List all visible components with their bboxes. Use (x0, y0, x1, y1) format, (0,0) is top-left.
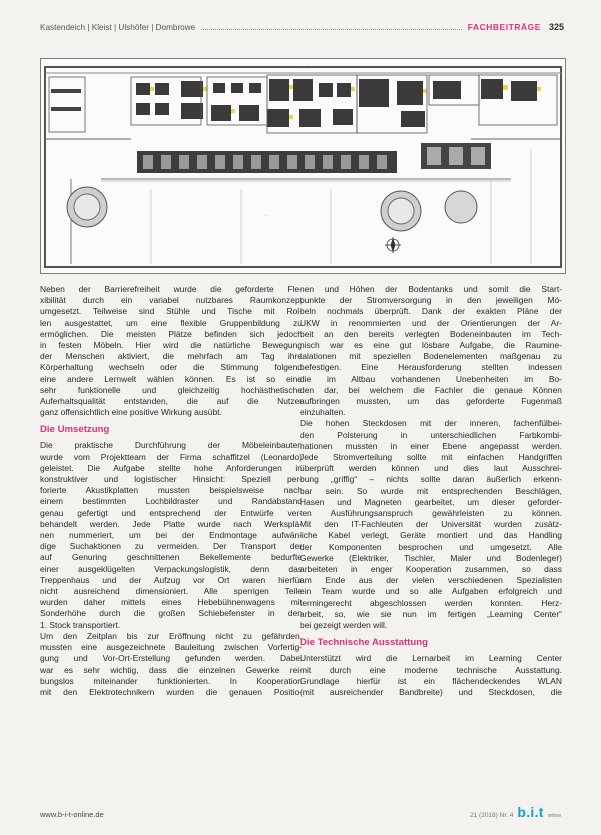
text-line: (mit ausreichender Bandbreite) und Steckdosen, die (300, 686, 562, 697)
text-line: UKW in renommierten und der Orientierungen der Ar- (300, 317, 562, 328)
text-line: bar sein. So wurde mit entsprechenden Beschlägen, (300, 485, 562, 496)
text-line: am Ende aus der vielen verschiedenen Spezialisten (300, 575, 562, 586)
text-line: Unterstützt wird die Lernarbeit im Learning Center (300, 653, 562, 664)
text-line: talationen mit speziellen Bodenelementen maßgenau zu (300, 351, 562, 362)
text-line: sehr funktionelle und gleichzeitig hochästhetische (40, 384, 302, 395)
text-line: den dar, bei welchem die Fachler die genaue Können (300, 384, 562, 395)
bit-online-logo (517, 804, 543, 820)
footer-website-url: www.b-i-t-online.de (40, 810, 104, 819)
text-line: termingerecht abgeschlossen werden konnten. Herz- (300, 597, 562, 608)
text-line: wurde vom Projektteam der Firma schaffitzel (Leonardo) (40, 451, 302, 462)
text-line: bei gezeigt werden will. (300, 620, 388, 631)
page-number: 325 (548, 22, 564, 32)
text-line: aufbringen mussten, um das geforderte Fugenmaß (300, 396, 562, 407)
issue-info: 21 (2018) Nr. 4 (470, 812, 514, 819)
text-line: Um den Zeitplan bis zur Eröffnung nicht zu gefährden, (40, 630, 302, 641)
text-line: Mit den IT-Fachleuten der Universität wurden zusätz- (300, 519, 562, 530)
paragraph-umsetzung (40, 440, 302, 698)
text-line: nen und Höhen der Bodentanks und somit die Start- (300, 284, 562, 294)
text-line: genau gefertigt und entsprechend der Entwürfe ver- (40, 507, 302, 518)
text-line: auf Genuring geschnittenen Bekellemente bedurfte (40, 552, 302, 563)
text-line: ermöglichen. Die meisten Plätze befinden sich jedoch (40, 328, 302, 339)
text-line: nisch war es eine gut lösbare Aufgabe, die Raumine- (300, 340, 562, 351)
text-line: befestigen. Eine Herausforderung stellten indessen (300, 362, 562, 373)
floor-plan-drawing (41, 59, 565, 273)
text-line: Neben der Barrierefreiheit wurde die geforderte Fle- (40, 284, 302, 294)
text-line: Die hohen Steckdosen mit der inneren, fachenfülbei- (300, 418, 562, 429)
text-line: Hasen und Magneten gearbeitet, um dieser geforder- (300, 496, 562, 507)
text-line: beln nochmals überprüft. Dank der exakten Pläne der (300, 306, 562, 317)
header-rule (201, 29, 462, 30)
text-line: mit durch eine moderne technische Ausstattung. (300, 664, 562, 675)
text-line: bungslos miteinander funktionierten. In Kooperation (40, 675, 302, 686)
text-line: liche Kabel verlegt, Geräte montiert und das Handling (300, 530, 562, 541)
text-line: den Polsterung in unterschiedlichen Farbkombi- (300, 429, 562, 440)
text-line: in festen Möbeln. Hier wird die natürliche Bewegung (40, 340, 302, 351)
text-line: Sonderhöhe durch die großen Schiebefenster in den (40, 608, 302, 619)
text-line: überprüft werden können und dies laut Ausschrei- (300, 463, 562, 474)
header-authors: Kastendeich | Kleist | Ulshöfer | Dombrowe (40, 22, 196, 32)
footer-branding (470, 804, 561, 820)
text-line: wurden daher mittels eines Hebebühnenwagens mit (40, 597, 302, 608)
text-line: xibilität durch ein variabel nutzbares Raumkonzept (40, 295, 302, 306)
text-line: Auferhaltsqualität entstanden, die auf die Nutzer (40, 396, 302, 407)
left-column (40, 284, 302, 698)
text-line: einzuhalten. (300, 407, 346, 418)
text-line: war es sehr wichtig, dass die einzelnen Gewerke rei- (40, 664, 302, 675)
header-section: FACHBEITRÄGE (467, 22, 541, 32)
paragraph-flexibility (40, 284, 302, 418)
section-heading-technik: Die Technische Ausstattung (300, 637, 428, 649)
text-line: behandelt werden. Jede Platte wurde nach Werksplä- (40, 518, 302, 529)
text-line: punkte der Stromversorgung in den jeweiligen Mö- (300, 295, 562, 306)
text-line: einer ausgeklügelten Verpackungslogistik, denn das (40, 563, 302, 574)
text-line: die im Altbau vorhandenen Unebenheiten im Bo- (300, 373, 562, 384)
paragraph-bodentanks (300, 284, 562, 418)
text-line: ten Ausführungsanspruch gewährleisten zu können. (300, 508, 562, 519)
text-line: Grundlage hierfür ist ein flächendeckendes WLAN (300, 675, 562, 686)
text-line: der Komponenten besprochen und umgesetzt. Alle (300, 541, 562, 552)
text-line: beit an den bereits verlegten Bodeneinbauten im Tech- (300, 328, 562, 339)
text-line: Körperhaltung wechseln oder die Stimmung folgend (40, 362, 302, 373)
text-line: Die praktische Durchführung der Möbeleinbauten (40, 440, 302, 451)
logo-subtext: online (547, 813, 562, 819)
text-line: ganz offensichtlich eine positive Wirkung ausübt. (40, 407, 222, 418)
text-line: nicht ausreichend dimensioniert. Alle sperrigen Teile (40, 586, 302, 597)
section-heading-umsetzung: Die Umsetzung (40, 424, 110, 436)
text-line: forierte Akustikplatten mussten beispielsweise nach (40, 485, 302, 496)
running-header (40, 19, 564, 35)
text-line: Jede Stromverteilung sollte mit einfachen Handgriffen (300, 452, 562, 463)
paragraph-technik (300, 653, 562, 698)
svg-text:· · ·: · · · (303, 66, 310, 71)
paragraph-steckdosen (300, 418, 562, 631)
text-line: eine andere Lernwelt wählen können. Es ist so eine (40, 373, 302, 384)
text-line: konstruktiver und logistischer Hinsicht: Speziell per- (40, 474, 302, 485)
text-line: nationen mussten in einer Ebene angepasst werden. (300, 440, 562, 451)
text-line: umgesetzt. Teilweise sind Stühle und Tische mit Rol- (40, 306, 302, 317)
text-line: 1. Stock transportiert. (40, 619, 121, 630)
text-line: Gewerke (Elektriker, Tischler, Maler und Bodenleger) (300, 552, 562, 563)
text-line: bung „griffig“ – nichts sollte daran äußerlich erkenn- (300, 474, 562, 485)
right-column (300, 284, 562, 698)
text-line: mussten eine ausgezeichnete Bauleitung zwischen Vorfertig- (40, 642, 302, 653)
text-line: len ausgestattet, um eine flexible Gruppenbildung zu (40, 317, 302, 328)
floor-plan-figure (40, 58, 566, 274)
text-line: arbeiteten in enger Kooperation zusammen, so dass (300, 564, 562, 575)
svg-text:· · · ·: · · · · (261, 213, 270, 218)
text-line: gung und Vor-Ort-Erstellung gefunden werden. Dabei (40, 653, 302, 664)
text-line: arbeit, so, wie sie nun im fertigen „Learning Center“ (300, 608, 562, 619)
logo-text: b.i.t (517, 804, 544, 820)
text-line: dige Suchaktionen zu vermeiden. Der Transport der (40, 541, 302, 552)
text-line: der Menschen aktiviert, die mehrfach am Tag ihre (40, 351, 302, 362)
text-line: nen nummeriert, um bei der Endmontage aufwän- (40, 530, 302, 541)
text-line: Treppenhaus und der Aufzug vor Ort waren hierfür (40, 574, 302, 585)
text-line: ein Team wurde und so alle Aufgaben erfolgreich und (300, 586, 562, 597)
text-line: geleistet. Die Aufgabe stellte hohe Anforderungen in (40, 462, 302, 473)
text-line: mit den Elektrotechnikern wurden die genauen Positio- (40, 686, 302, 697)
text-line: einem bestimmten Lochbildraster und Randabstand (40, 496, 302, 507)
